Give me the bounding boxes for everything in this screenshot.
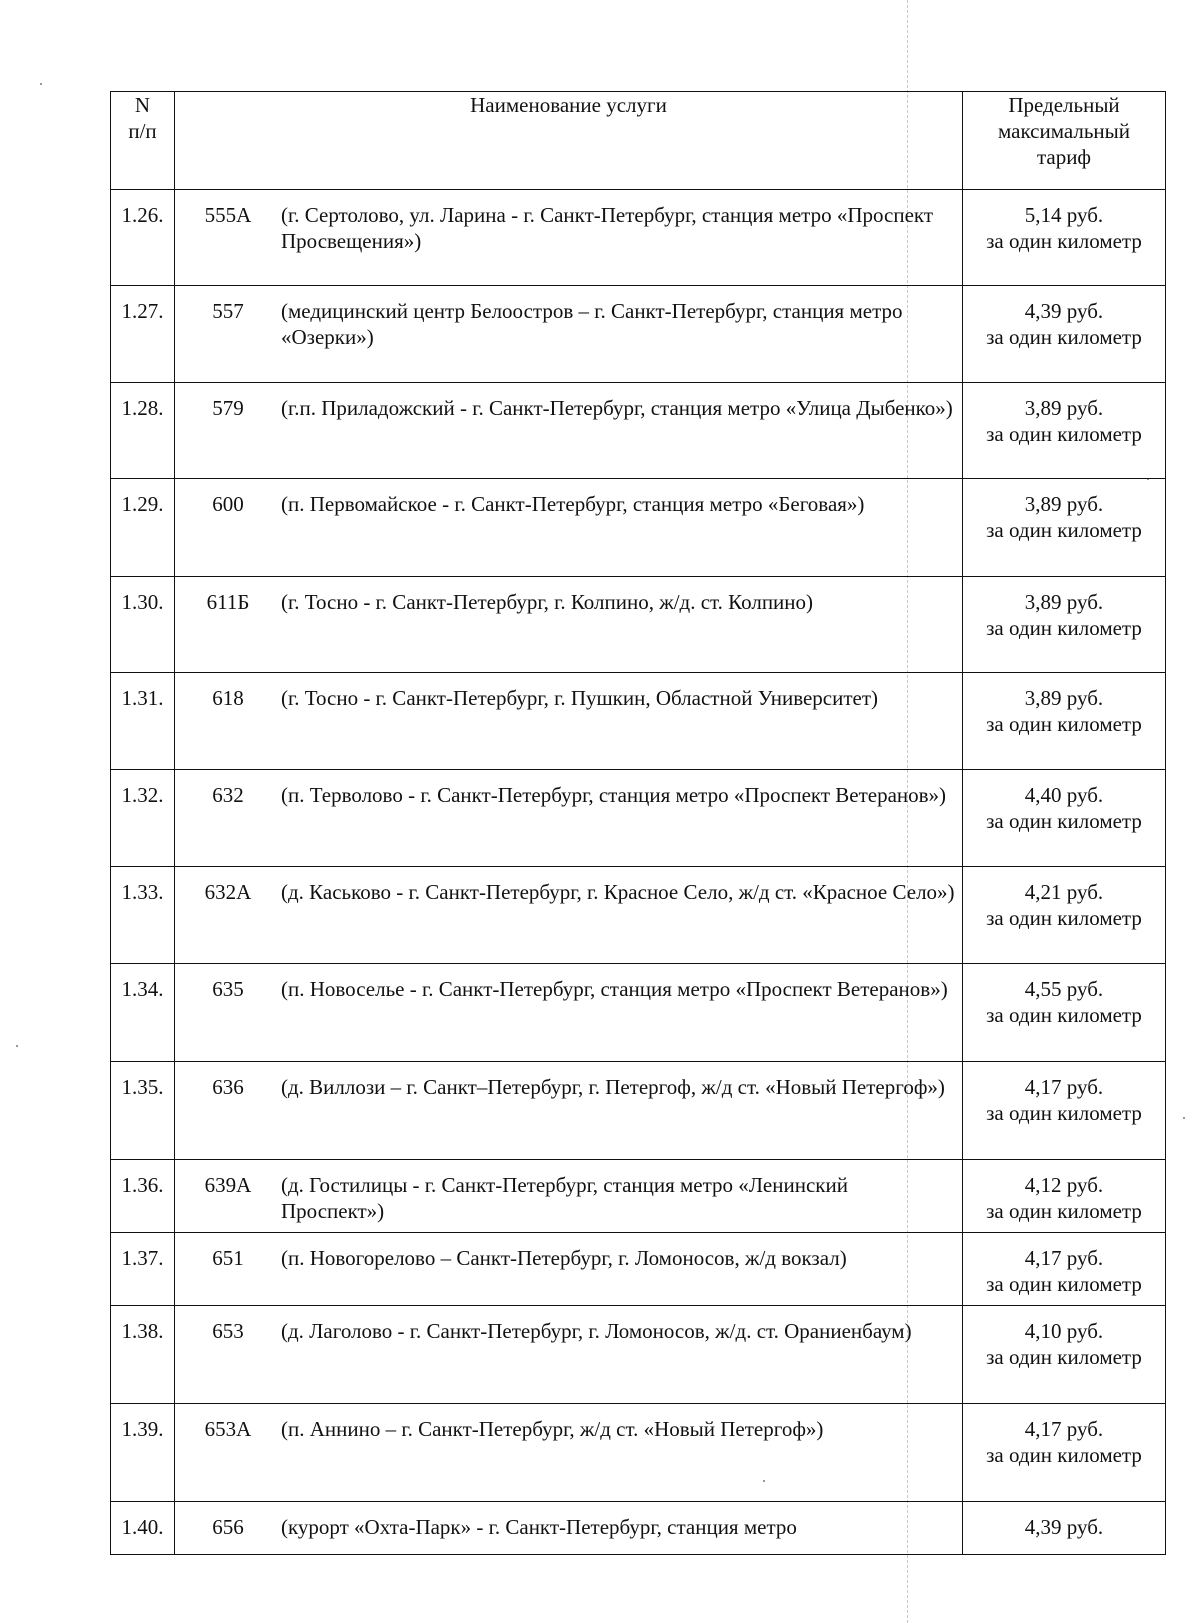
service-content bbox=[175, 298, 962, 350]
table-row bbox=[111, 190, 1166, 286]
route-description: (п. Терволово - г. Санкт-Петербург, станция метро «Проспект Ветеранов») bbox=[281, 783, 947, 807]
tariff-price: 3,89 руб. bbox=[1024, 492, 1104, 516]
service-cell bbox=[175, 190, 963, 286]
service-cell bbox=[175, 1306, 963, 1404]
row-number: 1.31. bbox=[111, 673, 175, 770]
tariff-price: 4,12 руб. bbox=[1024, 1173, 1104, 1197]
table-row bbox=[111, 673, 1166, 770]
tariff-price: 4,21 руб. bbox=[1024, 880, 1104, 904]
tariff-cell bbox=[963, 383, 1166, 479]
service-content bbox=[175, 589, 962, 615]
tariff-unit: за один километр bbox=[986, 809, 1142, 833]
row-number: 1.40. bbox=[111, 1502, 175, 1555]
service-content bbox=[175, 1416, 962, 1442]
table-row bbox=[111, 1233, 1166, 1306]
header-num bbox=[111, 92, 175, 190]
service-cell bbox=[175, 673, 963, 770]
tariff-unit: за один километр bbox=[986, 229, 1142, 253]
route-code: 653 bbox=[212, 1319, 244, 1343]
tariff-price: 4,17 руб. bbox=[1024, 1246, 1104, 1270]
tariff-price: 4,17 руб. bbox=[1024, 1075, 1104, 1099]
service-cell bbox=[175, 1404, 963, 1502]
table-row bbox=[111, 383, 1166, 479]
tariff-cell bbox=[963, 1160, 1166, 1233]
tariff-price: 3,89 руб. bbox=[1024, 686, 1104, 710]
route-code: 656 bbox=[212, 1515, 244, 1539]
tariff-unit: за один километр bbox=[986, 616, 1142, 640]
route-description: (д. Каськово - г. Санкт-Петербург, г. Красное Село, ж/д ст. «Красное Село») bbox=[281, 880, 955, 904]
table-row bbox=[111, 867, 1166, 964]
service-content bbox=[175, 395, 962, 421]
header-service-name: Наименование услуги bbox=[175, 92, 963, 190]
table-row bbox=[111, 479, 1166, 577]
tariff-cell bbox=[963, 867, 1166, 964]
table-row bbox=[111, 1502, 1166, 1555]
route-code: 611Б bbox=[206, 590, 250, 614]
tariff-price: 3,89 руб. bbox=[1024, 590, 1104, 614]
service-cell bbox=[175, 1160, 963, 1233]
route-description: (п. Аннино – г. Санкт-Петербург, ж/д ст. «Новый Петергоф») bbox=[281, 1417, 824, 1441]
table-row bbox=[111, 286, 1166, 383]
tariff-unit: за один километр bbox=[986, 906, 1142, 930]
route-description: (п. Новогорелово – Санкт-Петербург, г. Ломоносов, ж/д вокзал) bbox=[281, 1246, 847, 1270]
row-number: 1.32. bbox=[111, 770, 175, 867]
table-row bbox=[111, 1306, 1166, 1404]
scan-speck bbox=[40, 83, 42, 85]
row-number: 1.30. bbox=[111, 577, 175, 673]
service-content bbox=[175, 1074, 962, 1100]
row-number: 1.39. bbox=[111, 1404, 175, 1502]
table-header-row bbox=[111, 92, 1166, 190]
tariff-unit: за один километр bbox=[986, 518, 1142, 542]
tariff-price: 3,89 руб. bbox=[1024, 396, 1104, 420]
route-code: 555А bbox=[204, 203, 252, 227]
service-content bbox=[175, 879, 962, 905]
tariff-unit: за один километр bbox=[986, 1272, 1142, 1296]
tariff-unit: за один километр bbox=[986, 1443, 1142, 1467]
tariff-price: 4,17 руб. bbox=[1024, 1417, 1104, 1441]
route-code: 653А bbox=[204, 1417, 252, 1441]
tariff-cell bbox=[963, 1062, 1166, 1160]
table-row bbox=[111, 577, 1166, 673]
tariff-cell bbox=[963, 190, 1166, 286]
scan-speck bbox=[16, 1045, 18, 1047]
tariff-unit: за один километр bbox=[986, 1101, 1142, 1125]
header-tariff bbox=[963, 92, 1166, 190]
route-description: (г. Сертолово, ул. Ларина - г. Санкт-Петербург, станция метро «Проспект Просвещения») bbox=[281, 203, 934, 253]
tariff-unit: за один километр bbox=[986, 1199, 1142, 1223]
service-cell bbox=[175, 1233, 963, 1306]
service-cell bbox=[175, 577, 963, 673]
service-cell bbox=[175, 286, 963, 383]
tariff-price: 4,40 руб. bbox=[1024, 783, 1104, 807]
service-content bbox=[175, 1245, 962, 1271]
service-content bbox=[175, 1172, 962, 1224]
service-content bbox=[175, 1514, 962, 1540]
tariff-price: 4,39 руб. bbox=[1024, 299, 1104, 323]
row-number: 1.26. bbox=[111, 190, 175, 286]
route-description: (п. Новоселье - г. Санкт-Петербург, станция метро «Проспект Ветеранов») bbox=[281, 977, 948, 1001]
tariff-price: 5,14 руб. bbox=[1024, 203, 1104, 227]
tariff-unit: за один километр bbox=[986, 1003, 1142, 1027]
row-number: 1.34. bbox=[111, 964, 175, 1062]
tariff-price: 4,10 руб. bbox=[1024, 1319, 1104, 1343]
service-content bbox=[175, 976, 962, 1002]
tariff-unit: за один километр bbox=[986, 1345, 1142, 1369]
tariff-price: 4,39 руб. bbox=[1024, 1515, 1104, 1539]
service-content bbox=[175, 685, 962, 711]
service-cell bbox=[175, 1502, 963, 1555]
table-row bbox=[111, 1160, 1166, 1233]
service-content bbox=[175, 1318, 962, 1344]
route-code: 635 bbox=[212, 977, 244, 1001]
service-content bbox=[175, 202, 962, 254]
route-description: (г. Тосно - г. Санкт-Петербург, г. Пушкин, Областной Университет) bbox=[281, 686, 879, 710]
row-number: 1.37. bbox=[111, 1233, 175, 1306]
tariff-cell bbox=[963, 1404, 1166, 1502]
table-row bbox=[111, 1404, 1166, 1502]
route-description: (д. Виллози – г. Санкт–Петербург, г. Петергоф, ж/д ст. «Новый Петергоф») bbox=[281, 1075, 945, 1099]
route-description: (п. Первомайское - г. Санкт-Петербург, станция метро «Беговая») bbox=[281, 492, 865, 516]
tariff-cell bbox=[963, 673, 1166, 770]
service-cell bbox=[175, 1062, 963, 1160]
table-row bbox=[111, 964, 1166, 1062]
service-cell bbox=[175, 770, 963, 867]
tariff-price: 4,55 руб. bbox=[1024, 977, 1104, 1001]
route-description: (д. Гостилицы - г. Санкт-Петербург, станция метро «Ленинский Проспект») bbox=[281, 1173, 848, 1223]
route-code: 618 bbox=[212, 686, 244, 710]
route-description: (д. Лаголово - г. Санкт-Петербург, г. Ломоносов, ж/д. ст. Ораниенбаум) bbox=[281, 1319, 912, 1343]
table-row bbox=[111, 1062, 1166, 1160]
route-description: (г.п. Приладожский - г. Санкт-Петербург, станция метро «Улица Дыбенко») bbox=[281, 396, 953, 420]
tariff-cell bbox=[963, 1502, 1166, 1555]
route-code: 632А bbox=[204, 880, 252, 904]
service-content bbox=[175, 491, 962, 517]
route-description: (курорт «Охта-Парк» - г. Санкт-Петербург, станция метро bbox=[281, 1515, 797, 1539]
row-number: 1.27. bbox=[111, 286, 175, 383]
row-number: 1.28. bbox=[111, 383, 175, 479]
tariff-cell bbox=[963, 964, 1166, 1062]
header-tariff-text: Предельный максимальный тариф bbox=[998, 93, 1130, 169]
route-code: 600 bbox=[212, 492, 244, 516]
route-code: 579 bbox=[212, 396, 244, 420]
tariff-unit: за один километр bbox=[986, 712, 1142, 736]
tariff-cell bbox=[963, 286, 1166, 383]
route-code: 557 bbox=[212, 299, 244, 323]
tariff-table bbox=[110, 91, 1166, 1555]
row-number: 1.29. bbox=[111, 479, 175, 577]
tariff-cell bbox=[963, 479, 1166, 577]
scan-speck bbox=[1183, 1117, 1185, 1119]
row-number: 1.35. bbox=[111, 1062, 175, 1160]
row-number: 1.38. bbox=[111, 1306, 175, 1404]
service-cell bbox=[175, 479, 963, 577]
service-cell bbox=[175, 964, 963, 1062]
header-num-text: N п/п bbox=[128, 93, 157, 143]
route-code: 632 bbox=[212, 783, 244, 807]
tariff-unit: за один километр bbox=[986, 422, 1142, 446]
route-code: 636 bbox=[212, 1075, 244, 1099]
route-description: (г. Тосно - г. Санкт-Петербург, г. Колпино, ж/д. ст. Колпино) bbox=[281, 590, 814, 614]
route-code: 639А bbox=[204, 1173, 252, 1197]
service-cell bbox=[175, 383, 963, 479]
route-code: 651 bbox=[212, 1246, 244, 1270]
table-row bbox=[111, 770, 1166, 867]
route-description: (медицинский центр Белоостров – г. Санкт-Петербург, станция метро «Озерки») bbox=[281, 299, 903, 349]
tariff-unit: за один километр bbox=[986, 325, 1142, 349]
tariff-cell bbox=[963, 577, 1166, 673]
row-number: 1.36. bbox=[111, 1160, 175, 1233]
service-content bbox=[175, 782, 962, 808]
row-number: 1.33. bbox=[111, 867, 175, 964]
tariff-cell bbox=[963, 1233, 1166, 1306]
tariff-cell bbox=[963, 770, 1166, 867]
tariff-cell bbox=[963, 1306, 1166, 1404]
service-cell bbox=[175, 867, 963, 964]
